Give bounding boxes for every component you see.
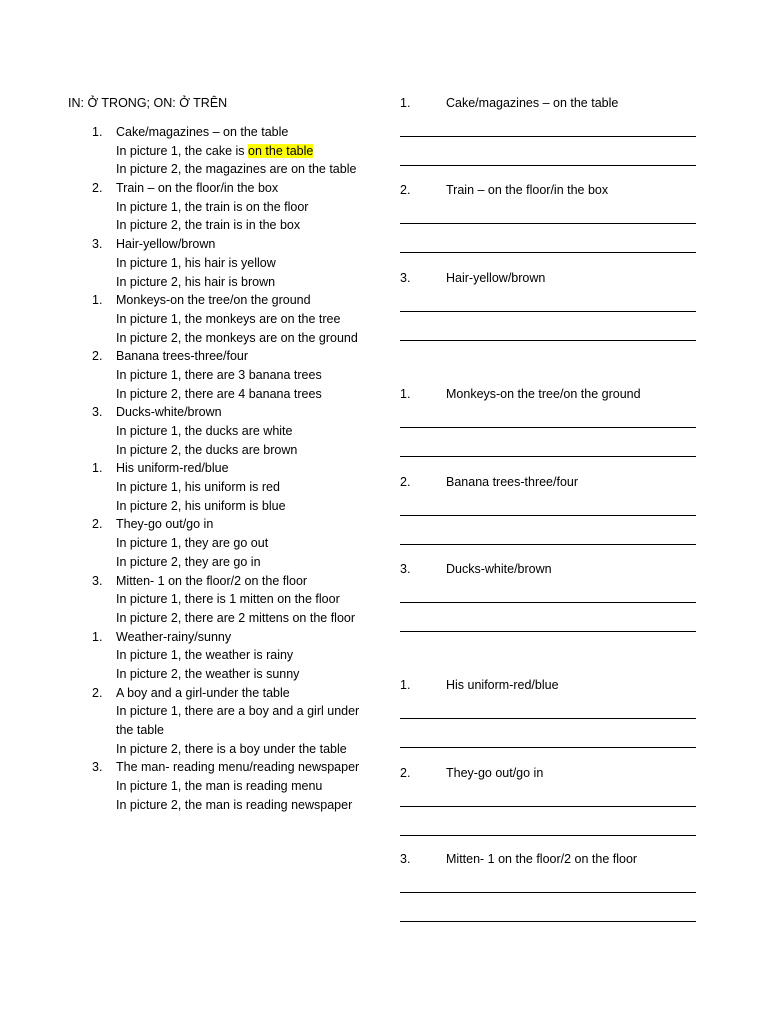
item-number: 1.	[92, 461, 103, 476]
item-line-2: In picture 2, the ducks are brown	[116, 442, 298, 457]
question-number: 2.	[400, 766, 411, 780]
list-item	[68, 684, 378, 759]
item-line-1: In picture 1, there are 3 banana trees	[116, 367, 322, 382]
list-item	[68, 347, 378, 403]
exercise-question	[400, 94, 700, 112]
answer-key-column	[68, 94, 378, 814]
answer-line[interactable]	[400, 252, 696, 253]
list-item	[68, 291, 378, 347]
exercise-question	[400, 181, 700, 199]
question-number: 1.	[400, 678, 411, 692]
question-number: 1.	[400, 387, 411, 401]
item-line-2: In picture 2, there is a boy under the table	[116, 741, 347, 756]
list-item	[68, 515, 378, 571]
item-heading: Weather-rainy/sunny	[116, 629, 232, 644]
question-text: They-go out/go in	[446, 766, 544, 780]
answer-line[interactable]	[400, 602, 696, 603]
item-number: 3.	[92, 760, 103, 775]
answer-line[interactable]	[400, 515, 696, 516]
list-item	[68, 403, 378, 459]
list-item	[68, 235, 378, 291]
answer-line[interactable]	[400, 718, 696, 719]
item-line-1: In picture 1, there are a boy and a girl under	[116, 704, 360, 719]
item-line-2: In picture 2, the train is in the box	[116, 218, 301, 233]
item-number: 3.	[92, 573, 103, 588]
question-text: Cake/magazines – on the table	[446, 96, 619, 110]
answer-line[interactable]	[400, 223, 696, 224]
item-line-2: In picture 2, there are 2 mittens on the floor	[116, 610, 356, 625]
item-line-2: In picture 2, the magazines are on the table	[116, 162, 357, 177]
answer-line[interactable]	[400, 921, 696, 922]
item-line-2: In picture 2, his hair is brown	[116, 274, 276, 289]
item-line-2: In picture 2, there are 4 banana trees	[116, 386, 322, 401]
exercise-question	[400, 850, 700, 868]
item-number: 3.	[92, 237, 103, 252]
list-item	[68, 179, 378, 235]
item-number: 2.	[92, 517, 103, 532]
answer-line[interactable]	[400, 427, 696, 428]
answer-line[interactable]	[400, 340, 696, 341]
item-line-1: In picture 1, his uniform is red	[116, 480, 280, 495]
answer-line[interactable]	[400, 747, 696, 748]
answer-line[interactable]	[400, 136, 696, 137]
item-heading: Banana trees-three/four	[116, 349, 249, 364]
list-item	[68, 123, 378, 179]
item-line-1: In picture 1, the monkeys are on the tree	[116, 311, 341, 326]
list-item	[68, 572, 378, 628]
item-heading: Hair-yellow/brown	[116, 237, 216, 252]
item-line-1: In picture 1, the train is on the floor	[116, 199, 309, 214]
item-number: 2.	[92, 349, 103, 364]
exercise-question	[400, 676, 700, 694]
list-item	[68, 459, 378, 515]
question-number: 3.	[400, 852, 411, 866]
item-heading: Cake/magazines – on the table	[116, 125, 289, 139]
item-number: 2.	[92, 685, 103, 700]
item-number: 1.	[92, 293, 103, 308]
item-line-1: In picture 1, the ducks are white	[116, 424, 293, 438]
question-number: 3.	[400, 562, 411, 576]
question-text: Train – on the floor/in the box	[446, 183, 609, 197]
question-text: Monkeys-on the tree/on the ground	[446, 387, 641, 401]
item-line-1-continued: the table	[116, 723, 164, 737]
answer-line[interactable]	[400, 892, 696, 893]
answer-line[interactable]	[400, 544, 696, 545]
question-text: Ducks-white/brown	[446, 562, 552, 576]
answer-line[interactable]	[400, 456, 696, 457]
item-number: 2.	[92, 181, 103, 196]
item-heading: Monkeys-on the tree/on the ground	[116, 293, 311, 308]
answer-line[interactable]	[400, 311, 696, 312]
item-number: 1.	[92, 125, 103, 139]
exercise-question	[400, 764, 700, 782]
item-heading: The man- reading menu/reading newspaper	[116, 760, 360, 775]
question-text: His uniform-red/blue	[446, 678, 559, 692]
item-line-2: In picture 2, the weather is sunny	[116, 666, 300, 681]
item-line-2: In picture 2, they are go in	[116, 554, 261, 569]
question-number: 2.	[400, 475, 411, 489]
item-line-1: In picture 1, they are go out	[116, 536, 269, 551]
answer-line[interactable]	[400, 835, 696, 836]
question-text: Hair-yellow/brown	[446, 271, 546, 285]
item-heading: Mitten- 1 on the floor/2 on the floor	[116, 573, 308, 588]
question-number: 2.	[400, 183, 411, 197]
question-text: Mitten- 1 on the floor/2 on the floor	[446, 852, 638, 866]
item-heading: A boy and a girl-under the table	[116, 685, 290, 700]
exercise-question	[400, 473, 700, 491]
item-line-1: In picture 1, there is 1 mitten on the floor	[116, 592, 340, 607]
item-line-1: In picture 1, his hair is yellow	[116, 255, 276, 270]
item-number: 1.	[92, 629, 103, 644]
exercise-question	[400, 560, 700, 578]
list-item	[68, 628, 378, 684]
list-item	[68, 758, 378, 814]
question-number: 3.	[400, 271, 411, 285]
question-text: Banana trees-three/four	[446, 475, 579, 489]
question-number: 1.	[400, 96, 411, 110]
item-line-2: In picture 2, the man is reading newspaper	[116, 797, 353, 812]
answer-line[interactable]	[400, 165, 696, 166]
exercise-question	[400, 385, 700, 403]
item-line-1: In picture 1, the cake is on the table	[116, 143, 314, 158]
exercise-question	[400, 269, 700, 287]
item-line-1: In picture 1, the man is reading menu	[116, 779, 323, 794]
answer-line[interactable]	[400, 631, 696, 632]
highlighted-text: on the table	[248, 143, 314, 158]
item-heading: Ducks-white/brown	[116, 405, 222, 420]
item-heading: They-go out/go in	[116, 517, 214, 532]
item-heading: Train – on the floor/in the box	[116, 181, 279, 196]
item-line-2: In picture 2, his uniform is blue	[116, 498, 286, 513]
page-title: IN: Ở TRONG; ON: Ở TRÊN	[68, 96, 228, 110]
item-heading: His uniform-red/blue	[116, 461, 229, 476]
item-number: 3.	[92, 405, 103, 420]
answer-line[interactable]	[400, 806, 696, 807]
item-line-1: In picture 1, the weather is rainy	[116, 648, 294, 663]
item-line-2: In picture 2, the monkeys are on the ground	[116, 330, 358, 345]
